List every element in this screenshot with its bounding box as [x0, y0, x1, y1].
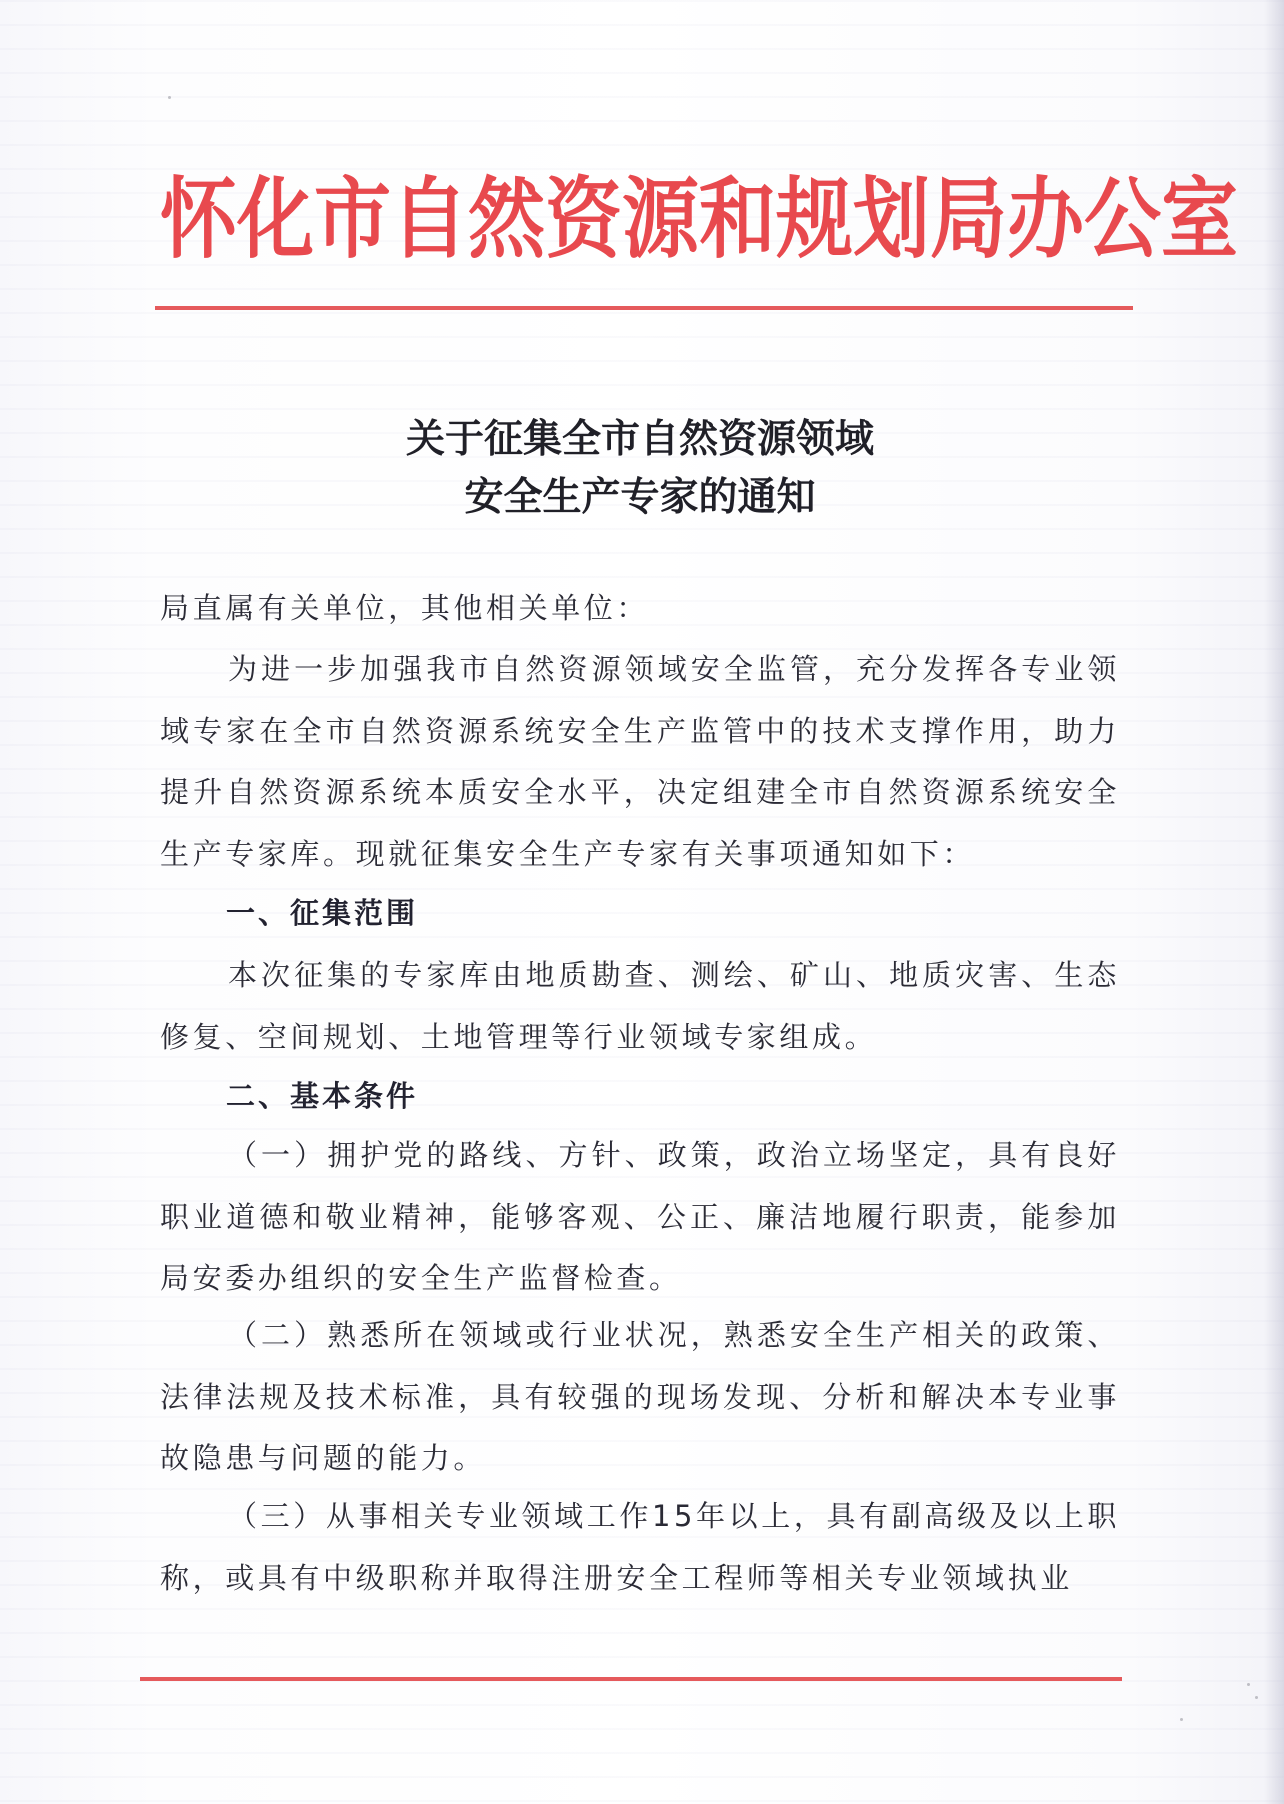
salutation: 局直属有关单位，其他相关单位： [160, 591, 650, 625]
condition-paragraph-3: （三）从事相关专业领域工作15年以上，具有副高级及以上职称，或具有中级职称并取得注册安全工程师等相关专业领域执业 [160, 1499, 1120, 1595]
section-heading-conditions: 二、基本条件 [226, 1079, 419, 1113]
condition-paragraph-2: （二）熟悉所在领域或行业状况，熟悉安全生产相关的政策、法律法规及技术标准，具有较强的现场发现、分析和解决本专业事故隐患与问题的能力。 [160, 1318, 1120, 1475]
condition-paragraph-1: （一）拥护党的路线、方针、政策，政治立场坚定，具有良好职业道德和敬业精神，能够客观、公正、廉洁地履行职责，能参加局安委办组织的安全生产监督检查。 [160, 1138, 1120, 1295]
intro-paragraph: 为进一步加强我市自然资源领域安全监管，充分发挥各专业领域专家在全市自然资源系统安全生产监管中的技术支撑作用，助力提升自然资源系统本质安全水平，决定组建全市自然资源系统安全生产专家库。现就征集安全生产专家有关事项通知如下： [160, 652, 1120, 871]
footer-red-rule [140, 1677, 1122, 1681]
section-heading-scope: 一、征集范围 [226, 896, 419, 930]
page-edge-shadow [1264, 0, 1284, 1804]
document-title-line-2: 安全生产专家的通知 [464, 474, 816, 520]
scope-paragraph: 本次征集的专家库由地质勘查、测绘、矿山、地质灾害、生态修复、空间规划、土地管理等行业领域专家组成。 [160, 958, 1120, 1054]
letterhead-red-rule [155, 306, 1133, 310]
letterhead-org-name: 怀化市自然资源和规划局办公室 [160, 169, 1238, 272]
document-title-line-1: 关于征集全市自然资源领域 [405, 416, 874, 462]
